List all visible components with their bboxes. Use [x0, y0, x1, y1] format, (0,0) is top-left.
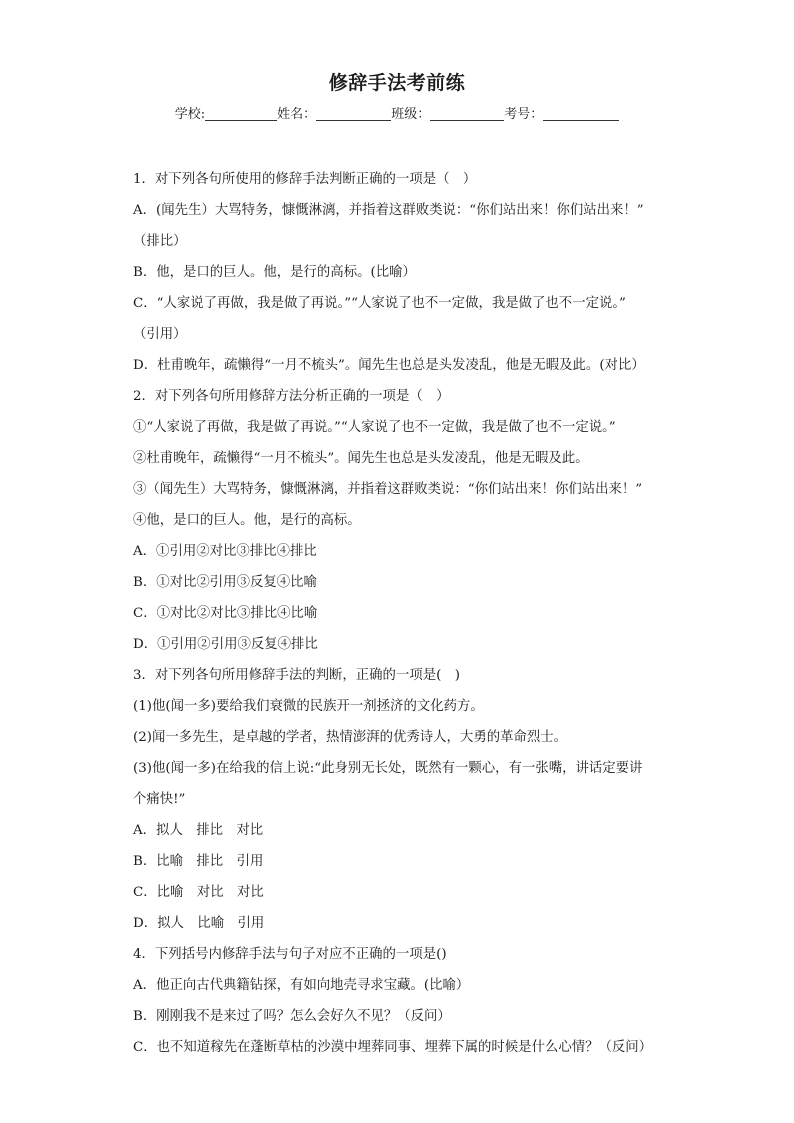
student-info-row — [0, 103, 794, 122]
name-label: 姓名： — [277, 107, 317, 122]
question-1-option-b: B．他，是口的巨人。他，是行的高标。(比喻） — [133, 265, 416, 280]
question-1-option-a-cont: （排比） — [133, 234, 187, 249]
question-2 — [133, 387, 673, 666]
question-4-option-c: C．也不知道稼先在蓬断草枯的沙漠中埋葬同事、埋葬下属的时候是什么心情？（反问） — [133, 1040, 653, 1055]
question-2-sentence-4: ④他，是口的巨人。他，是行的高标。 — [133, 513, 361, 528]
question-3-option-a: A．拟人 排比 对比 — [133, 823, 264, 838]
page-title: 修辞手法考前练 — [328, 72, 466, 94]
question-3-option-b: B．比喻 排比 引用 — [133, 854, 264, 869]
question-2-option-a: A．①引用②对比③排比④排比 — [133, 544, 317, 559]
question-4-stem: 4．下列括号内修辞手法与句子对应不正确的一项是() — [133, 947, 447, 962]
name-blank — [316, 106, 391, 121]
question-3 — [133, 666, 673, 945]
question-4-option-a: A．他正向古代典籍钻探，有如向地壳寻求宝藏。(比喻） — [133, 978, 470, 993]
number-label: 考号： — [504, 107, 544, 122]
question-3-option-d: D．拟人 比喻 引用 — [133, 916, 265, 931]
class-label: 班级： — [391, 107, 431, 122]
question-3-sentence-3: (3)他(闻一多)在给我的信上说:“此身别无长处，既然有一颗心，有一张嘴，讲话定要讲 — [133, 761, 643, 776]
question-2-option-d: D．①引用②引用③反复④排比 — [133, 637, 318, 652]
question-3-stem: 3．对下列各句所用修辞手法的判断，正确的一项是( ) — [133, 668, 460, 683]
question-1-option-c-cont: （引用） — [133, 327, 187, 342]
question-2-sentence-3: ③（闻先生）大骂特务，慷慨淋漓，并指着这群败类说：“你们站出来！你们站出来！” — [133, 482, 643, 497]
number-blank — [543, 106, 619, 121]
question-2-sentence-1: ①“人家说了再做，我是做了再说。”“人家说了也不一定做，我是做了也不一定说。” — [133, 420, 616, 435]
school-label: 学校: — [174, 107, 206, 122]
question-1-option-c: C．“人家说了再做，我是做了再说。”“人家说了也不一定做，我是做了也不一定说。” — [133, 296, 626, 311]
question-2-option-b: B．①对比②引用③反复④比喻 — [133, 575, 317, 590]
question-1-option-d: D．杜甫晚年，疏懒得“一月不梳头”。闻先生也总是头发凌乱，他是无暇及此。(对比） — [133, 358, 645, 373]
question-3-sentence-2: (2)闻一多先生，是卓越的学者，热情澎湃的优秀诗人，大勇的革命烈士。 — [133, 730, 568, 745]
question-2-stem: 2．对下列各句所用修辞方法分析正确的一项是（ ） — [133, 389, 450, 404]
class-blank — [430, 106, 504, 121]
question-4-option-b: B．刚刚我不是来过了吗？怎么会好久不见？（反问） — [133, 1009, 451, 1024]
question-4 — [133, 945, 673, 1069]
questions-content — [133, 170, 673, 1069]
question-3-sentence-1: (1)他(闻一多)要给我们衰微的民族开一剂拯济的文化药方。 — [133, 699, 484, 714]
question-2-option-c: C．①对比②对比③排比④比喻 — [133, 606, 318, 621]
question-1-option-a: A．(闻先生）大骂特务，慷慨淋漓，并指着这群败类说：“你们站出来！你们站出来！” — [133, 203, 644, 218]
question-1-stem: 1．对下列各句所使用的修辞手法判断正确的一项是（ ） — [133, 172, 477, 187]
question-1 — [133, 170, 673, 387]
school-blank — [205, 106, 277, 121]
question-3-sentence-3-cont: 个痛快!” — [133, 792, 186, 807]
question-2-sentence-2: ②杜甫晚年，疏懒得“一月不梳头”。闻先生也总是头发凌乱，他是无暇及此。 — [133, 451, 589, 466]
question-3-option-c: C．比喻 对比 对比 — [133, 885, 264, 900]
